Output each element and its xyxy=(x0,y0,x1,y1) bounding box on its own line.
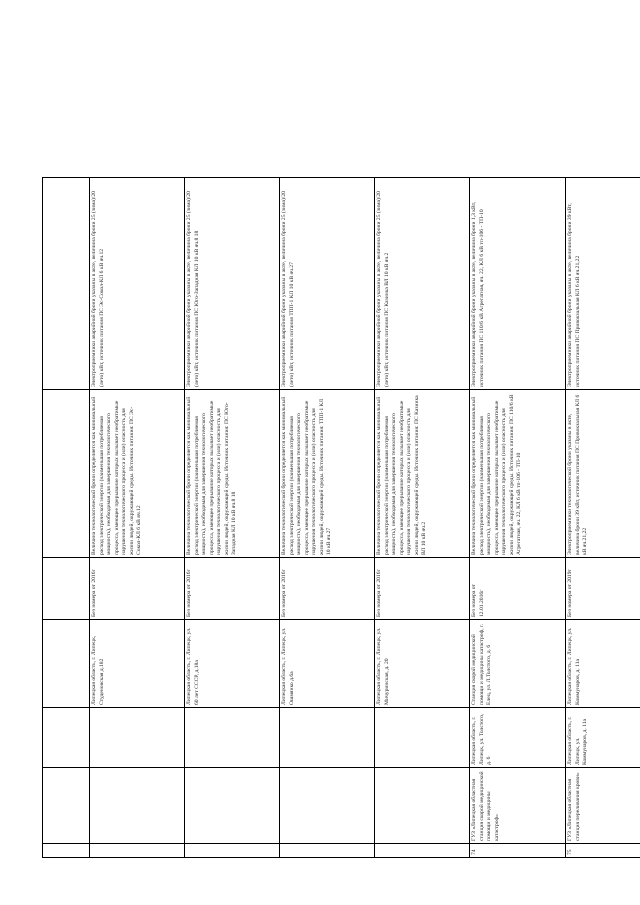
cell-location xyxy=(43,620,90,708)
cell-organization xyxy=(375,768,470,844)
table-row xyxy=(90,178,185,858)
cell-emergency: Электроприемники аварийной брони указаны в акте, величина брони 25 (зима)/20 (лето) кВт, источник питания ПС Юго-Западная КЛ 10 кВ яч.8 18 xyxy=(185,178,280,390)
cell-emergency: Электроприемники аварийной брони указаны в акте, величина брони 25 (зима)/20 (лето) кВт, источник питания ТПП-1 КЛ 10 кВ яч.27 xyxy=(280,178,375,390)
table-row xyxy=(185,178,280,858)
cell-emergency: Электроприемники аварийной брони указаны в акте, величина брони 25 (зима)/20 (лето) кВт, источник питания ПС Казинка ВЛ 10 кВ яч.2 xyxy=(375,178,470,390)
cell-organization: ГУЗ «Липецкая областная станция скорой медицинской помощи и медицины катастроф» xyxy=(470,768,566,844)
table-row xyxy=(43,178,90,858)
cell-address xyxy=(90,708,185,768)
cell-location: Липецкая область, г. Липецк, Студеновская д.182 xyxy=(90,620,185,708)
cell-emergency xyxy=(43,178,90,390)
cell-documents: Без номера от 2016г xyxy=(185,558,280,620)
cell-description: Величина технологической брони определяется как минимальный расход электрической энергии (наименьшая потребляемая мощность), необходимая для завершения технологического процесса, имеющее прерывание которых вызывает необратимые нарушения технологического процесса и (или) опасность для жизни людей, окружающей среды. Источник питания: ПС Эс-Сокол-КЛ 6 кВ яч.12 xyxy=(90,390,185,558)
cell-description: Электроприемники технологической брони указаны в акте, величина брони 39 кВт, источник питания ПС Привокзальная КЛ 6 кВ яч.21,22 xyxy=(566,390,640,558)
cell-location: Станция скорой медицинской помощи и медицины катастроф, г. Елец, ул. Л.Толстого, д. 6 xyxy=(470,620,566,708)
cell-organization xyxy=(90,768,185,844)
cell-location: Липецкая область, г. Липецк, ул. Коммунаров, д. 11а xyxy=(566,620,640,708)
cell-number xyxy=(185,844,280,858)
cell-organization xyxy=(43,768,90,844)
cell-location: Липецкая область, г. Липецк, ул. Ошмянко д.6а xyxy=(280,620,375,708)
cell-address: Липецкая область, г. Липецк, ул. Коммунаров, д. 11а xyxy=(566,708,640,768)
table-row xyxy=(470,178,566,858)
cell-description: Величина технологической брони определяется как минимальный расход электрической энергии (наименьшая потребляемая мощность), необходимая для завершения технологического процесса, имеющее прерывание которых вызывает необратимые нарушения технологического процесса и (или) опасность для жизни людей, окружающей среды. Источник питания: ТПП-1 КЛ 10 кВ яч.27 xyxy=(280,390,375,558)
cell-organization xyxy=(185,768,280,844)
cell-address xyxy=(280,708,375,768)
cell-documents xyxy=(43,558,90,620)
cell-description: Величина технологической брони определяется как минимальный расход электрической энергии (наименьшая потребляемая мощность), необходимая для завершения технологического процесса, имеющее прерывание которых вызывает необратимые нарушения технологического процесса и (или) опасность для жизни людей, окружающей среды. Источник питания: ПС Юго-Западная КЛ 10 кВ яч.8 18 xyxy=(185,390,280,558)
cell-documents: Без номера от 12.01.2016г xyxy=(470,558,566,620)
cell-emergency: Электроприемники аварийной брони указаны в акте, величина брони 39 кВт, источник питания ПС Привокзальная КЛ 6 кВ яч.21,22 xyxy=(566,178,640,390)
cell-number xyxy=(280,844,375,858)
table-row xyxy=(566,178,640,858)
cell-number: 74 xyxy=(470,844,566,858)
cell-documents: Без номера от 2019г xyxy=(566,558,640,620)
cell-documents: Без номера от 2016г xyxy=(280,558,375,620)
cell-documents: Без номера от 2016г xyxy=(90,558,185,620)
cell-documents: Без номера от 2016г xyxy=(375,558,470,620)
cell-address xyxy=(375,708,470,768)
cell-location: Липецкая область, г. Липецк, ул. Мичуринская, д. 20 xyxy=(375,620,470,708)
cell-organization: ГУЗ «Липецкая областная станция переливания крови» xyxy=(566,768,640,844)
cell-address xyxy=(43,708,90,768)
cell-description xyxy=(43,390,90,558)
cell-number xyxy=(375,844,470,858)
power-reserve-table xyxy=(42,177,640,858)
cell-number xyxy=(90,844,185,858)
cell-organization xyxy=(280,768,375,844)
cell-address: Липецкая область, г. Липецк, ул. Толстого, д. 6 xyxy=(470,708,566,768)
cell-address xyxy=(185,708,280,768)
cell-number: 75 xyxy=(566,844,640,858)
cell-description: Величина технологической брони определяется как минимальный расход электрической энергии (наименьшая потребляемая мощность), необходимая для завершения технологического процесса, имеющее прерывание которых вызывает необратимые нарушения технологического процесса и (или) опасность для жизни людей, окружающей среды. Источник питания: ПС Казинка ВЛ 10 кВ яч.2 xyxy=(375,390,470,558)
rotated-table-container xyxy=(42,178,589,858)
table-row xyxy=(280,178,375,858)
cell-location: Липецкая область, г. Липецк, ул. 60 лет СССР, д.18а xyxy=(185,620,280,708)
cell-emergency: Электроприемники аварийной брони указаны в акте, величина брони 25 (зима)/20 (лето) кВт, источник питания ПС Эс-Сокол-КЛ 6 кВ яч.12 xyxy=(90,178,185,390)
cell-number xyxy=(43,844,90,858)
cell-description: Величина технологической брони определяется как минимальный расход электрической энергии (наименьшая потребляемая мощность), необходимая для завершения технологического процесса, имеющее прерывание которых вызывает необратимые нарушения технологического процесса и (или) опасность для жизни людей, окружающей среды. Источник питания: ПС 110/6 кВ Агрегатная, яч. 22, КЛ 6 кВ тп-106 - ТП-10 xyxy=(470,390,566,558)
cell-emergency: Электроприемники аварийной брони указаны в акте, величина брони 1,3 кВт, источник питания ПС 110/6 кВ Агрегатная, яч. 22, КЛ 6 кВ тп-106 - ТП-10 xyxy=(470,178,566,390)
table-row xyxy=(375,178,470,858)
